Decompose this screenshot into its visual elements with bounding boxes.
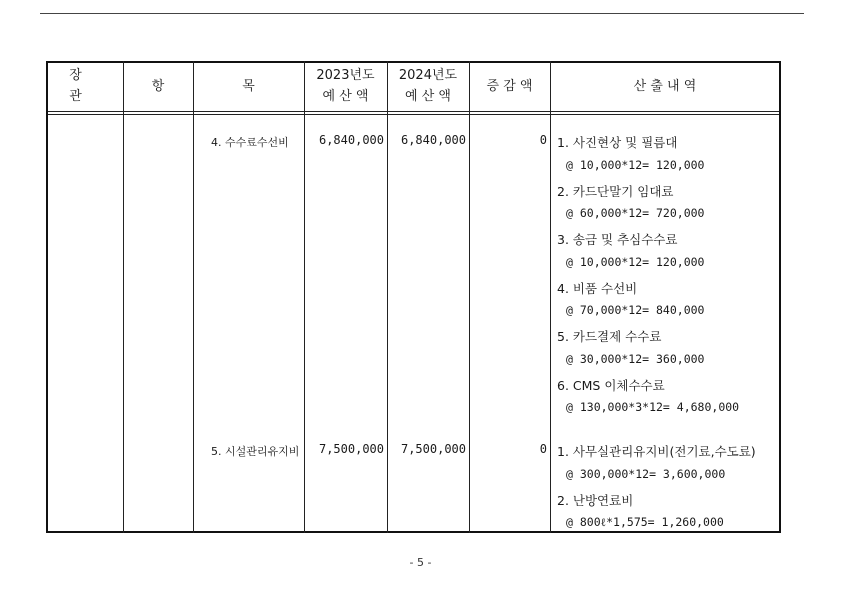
row-budget-2023: 7,500,000 (318, 442, 384, 456)
header-budget-2023-year: 2023년도 (316, 68, 375, 83)
detail-line: @ 70,000*12= 840,000 (566, 303, 705, 317)
row-change: 0 (539, 442, 547, 456)
header-jang-gwan (46, 61, 123, 111)
col-border-mok (304, 61, 305, 533)
detail-line: 1. 사무실관리유지비(전기료,수도료) (557, 444, 756, 459)
header-change-text: 증 감 액 (486, 78, 533, 94)
detail-line: @ 300,000*12= 3,600,000 (566, 467, 726, 481)
col-border-left (46, 61, 48, 533)
col-border-right (779, 61, 781, 533)
row-budget-2023: 6,840,000 (318, 133, 384, 147)
header-change (469, 61, 550, 111)
header-divider (46, 111, 780, 112)
detail-line: @ 10,000*12= 120,000 (566, 255, 705, 269)
header-budget-2023 (304, 61, 387, 111)
row-budget-2024: 7,500,000 (400, 442, 466, 456)
row-mok: 4. 수수료수선비 (211, 136, 289, 149)
budget-table (46, 61, 780, 533)
header-detail-text: 산 출 내 역 (633, 78, 697, 94)
header-budget-2024-label: 예 산 액 (405, 89, 451, 104)
detail-line: 5. 카드결제 수수료 (557, 329, 662, 344)
header-budget-2024-year: 2024년도 (398, 68, 458, 83)
detail-line: 2. 카드단말기 임대료 (557, 184, 674, 199)
detail-line: @ 130,000*3*12= 4,680,000 (566, 400, 740, 414)
row-mok: 5. 시설관리유지비 (211, 445, 300, 458)
page-number: - 5 - (409, 556, 432, 569)
col-border-jang (123, 61, 124, 533)
detail-line: 2. 난방연료비 (557, 493, 634, 508)
row-budget-2024: 6,840,000 (400, 133, 466, 147)
header-hang (123, 61, 193, 111)
detail-line: @ 60,000*12= 720,000 (566, 206, 705, 220)
top-rule (40, 13, 804, 14)
header-divider-double (46, 114, 780, 115)
table-bottom-border (46, 531, 780, 533)
detail-line: @ 800ℓ*1,575= 1,260,000 (566, 515, 724, 529)
col-border-change (550, 61, 551, 533)
col-border-2023 (387, 61, 388, 533)
detail-line: 6. CMS 이체수수료 (557, 378, 665, 393)
header-hang-text: 항 (151, 78, 165, 94)
detail-line: @ 10,000*12= 120,000 (566, 158, 705, 172)
col-border-hang (193, 61, 194, 533)
header-detail (550, 61, 780, 111)
detail-line: 3. 송금 및 추심수수료 (557, 232, 678, 247)
header-mok-text: 목 (242, 78, 255, 94)
header-jang-gwan-text: 장 관 (69, 68, 100, 104)
col-border-2024 (469, 61, 470, 533)
row-change: 0 (539, 133, 547, 147)
detail-line: 4. 비품 수선비 (557, 281, 638, 296)
header-budget-2023-label: 예 산 액 (322, 89, 369, 104)
header-budget-2024 (387, 61, 469, 111)
header-mok (193, 61, 304, 111)
detail-line: @ 30,000*12= 360,000 (566, 352, 705, 366)
detail-line: 1. 사진현상 및 필름대 (557, 135, 678, 150)
